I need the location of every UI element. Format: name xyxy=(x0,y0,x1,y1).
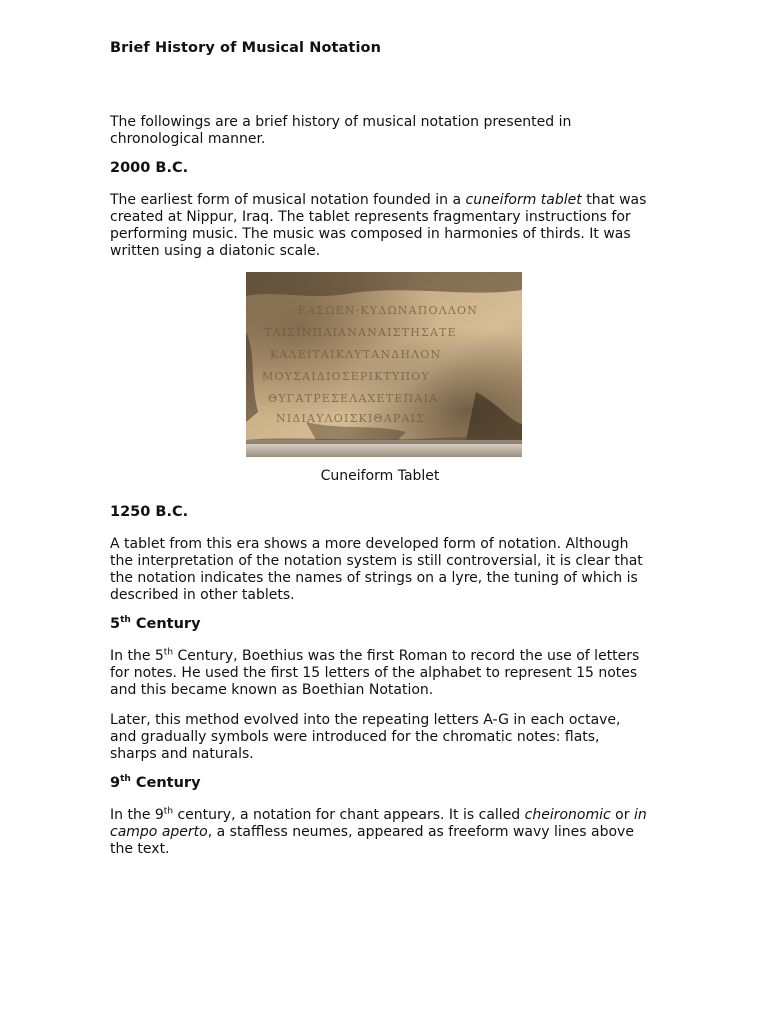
paragraph-text: , a staffless neumes, appeared as freeform wavy lines above the text. xyxy=(110,824,634,857)
paragraph-text: The earliest form of musical notation founded in a xyxy=(110,192,466,208)
paragraph-text: century, a notation for chant appears. It is called xyxy=(173,807,525,823)
heading-number: 5 xyxy=(110,616,121,632)
paragraph-text: In the 5 xyxy=(110,648,164,664)
paragraph-emphasis: in campo aperto xyxy=(110,807,647,840)
paragraph-ordinal: th xyxy=(163,806,174,817)
heading-text: Century xyxy=(130,616,201,632)
heading-ordinal: th xyxy=(120,615,131,626)
inscription-line: ΤΑΙΣΙΝΠΑΙΑΝΑΝΑΙΣΤΗΣΑΤΕ xyxy=(264,326,457,339)
cuneiform-tablet-figure xyxy=(110,272,650,485)
inscription-line: ΚΑΛΕΙΤΑΙΚΛΥΤΑΝΔΗΛΟΝ xyxy=(270,348,442,361)
document-title: Brief History of Musical Notation xyxy=(110,40,382,56)
heading-ordinal: th xyxy=(120,774,131,785)
paragraph-text: Century, Boethius was the first Roman to record the use of letters for notes. He used the first 15 letters of the alphabet to represent 15 notes and this became known as Boethian Notation. xyxy=(110,648,640,698)
paragraph-text: that was created at Nippur, Iraq. The tablet represents fragmentary instructions for performing music. The music was composed in harmonies of thirds. It was written using a diatonic scale. xyxy=(110,192,647,259)
inscription-line: ΜΟΥΣΑΙΔΙΟΣΕΡΙΚΤΥΠΟΥ xyxy=(262,370,430,383)
paragraph-text: In the 9 xyxy=(110,807,164,823)
heading-number: 9 xyxy=(110,775,121,791)
section-1250bc-paragraph: A tablet from this era shows a more developed form of notation. Although the interpretation of the notation system is still controversial, it is clear that the notation indicates the names of strings on a lyre, the tuning of which is described in other tablets. xyxy=(110,536,643,603)
section-2000bc-paragraph xyxy=(110,192,650,260)
paragraph-emphasis: cuneiform tablet xyxy=(465,192,582,208)
paragraph-text: or xyxy=(610,807,634,823)
inscription-line: ΝΙΔΙΑΥΛΟΙΣΚΙΘΑΡΑΙΣ xyxy=(276,412,426,425)
inscription-line: ΕΑΣΩΕΝ·ΚΥΔΩΝΑΠΟΛΛΟΝ xyxy=(298,304,479,317)
section-heading-5th-century xyxy=(110,616,650,633)
document-page xyxy=(110,40,650,858)
section-5th-century-paragraph-1 xyxy=(110,648,650,699)
section-heading-9th-century xyxy=(110,775,650,792)
intro-paragraph: The followings are a brief history of musical notation presented in chronological manner. xyxy=(110,114,572,147)
paragraph-ordinal: th xyxy=(163,647,174,658)
cuneiform-tablet-image xyxy=(246,272,522,457)
heading-text: Century xyxy=(130,775,201,791)
section-heading-1250bc: 1250 B.C. xyxy=(110,504,189,520)
section-heading-2000bc: 2000 B.C. xyxy=(110,160,189,176)
section-5th-century-paragraph-2: Later, this method evolved into the repeating letters A-G in each octave, and gradually symbols were introduced for the chromatic notes: flats, sharps and naturals. xyxy=(110,712,621,762)
section-9th-century-paragraph xyxy=(110,807,650,858)
paragraph-emphasis: cheironomic xyxy=(524,807,611,823)
figure-caption: Cuneiform Tablet xyxy=(320,468,440,484)
inscription-line: ΘΥΓΑΤΡΕΣΕΛΑΧΕΤΕΠΑΙΑ xyxy=(268,392,439,405)
